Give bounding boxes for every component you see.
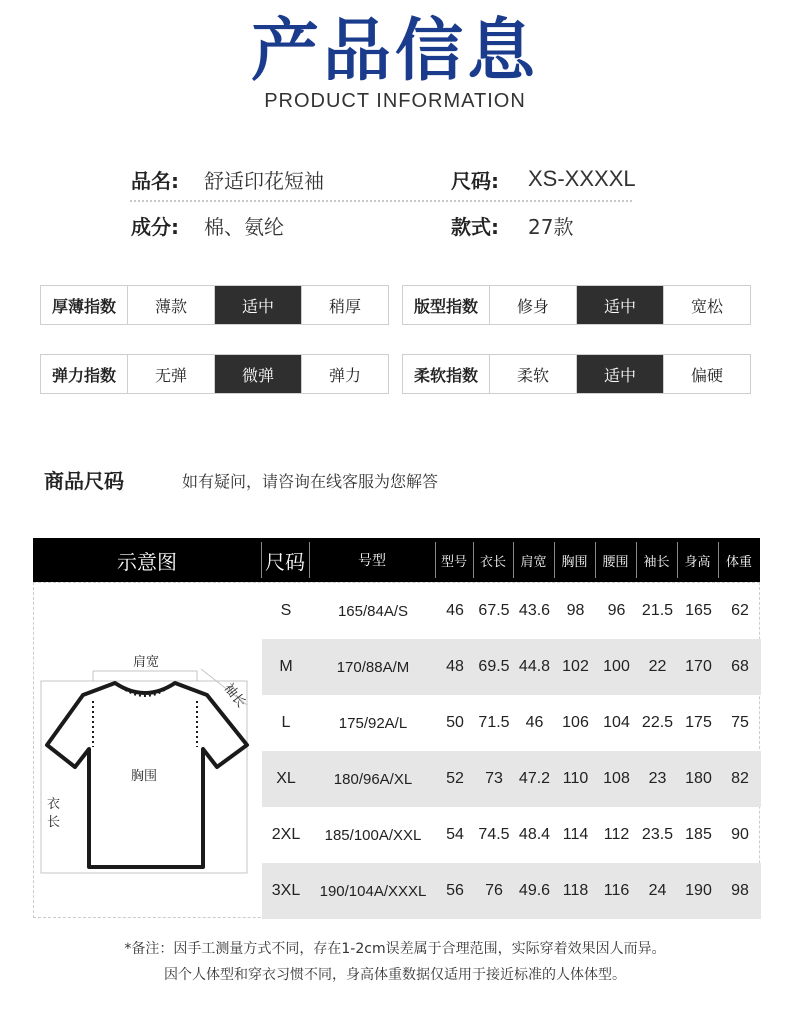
header-shoulder: 肩宽 — [520, 554, 547, 570]
header-height: 身高 — [684, 554, 711, 570]
size-section-heading: 商品尺码 — [44, 469, 124, 493]
size-table-header — [33, 538, 760, 582]
size-table-row — [262, 807, 761, 863]
index-option: 无弹 — [127, 355, 214, 393]
cell-spec: 175/92A/L — [338, 714, 408, 732]
diagram-label-shoulder: 肩宽 — [133, 655, 160, 670]
cell-length: 69.5 — [478, 658, 510, 675]
index-option-selected: 适中 — [576, 286, 663, 324]
index-option: 稍厚 — [301, 286, 388, 324]
cell-height: 180 — [685, 770, 712, 787]
size-table-row — [262, 751, 761, 807]
header-chest: 胸围 — [561, 554, 588, 570]
cell-sleeve: 22.5 — [641, 714, 674, 731]
cell-shoulder: 47.2 — [518, 770, 551, 787]
index-label: 柔软指数 — [413, 365, 478, 385]
index-group-softness — [402, 354, 751, 394]
cell-waist: 112 — [603, 826, 630, 843]
size-table-row — [262, 583, 761, 639]
cell-shoulder: 48.4 — [518, 826, 551, 843]
cell-sleeve: 23.5 — [641, 826, 674, 843]
cell-height: 190 — [685, 882, 712, 899]
cell-shoulder: 43.6 — [518, 602, 551, 619]
cell-model: 56 — [446, 882, 464, 899]
cell-weight: 68 — [731, 658, 749, 675]
cell-weight: 82 — [731, 770, 749, 787]
index-option: 偏硬 — [663, 355, 750, 393]
cell-shoulder: 49.6 — [518, 882, 551, 899]
info-divider — [130, 200, 632, 202]
cell-height: 175 — [685, 714, 712, 731]
index-group-elasticity — [40, 354, 389, 394]
cell-size: M — [279, 658, 293, 675]
material-value: 棉、氨纶 — [204, 215, 284, 239]
cell-weight: 62 — [731, 602, 749, 619]
cell-spec: 180/96A/XL — [333, 770, 413, 788]
index-option: 薄款 — [127, 286, 214, 324]
cell-sleeve: 22 — [648, 658, 667, 675]
cell-size: 2XL — [271, 826, 301, 843]
cell-waist: 96 — [607, 602, 626, 619]
cell-size: XL — [276, 770, 296, 787]
cell-shoulder: 46 — [525, 714, 544, 731]
index-option-selected: 适中 — [576, 355, 663, 393]
page-subtitle: PRODUCT INFORMATION — [264, 90, 526, 112]
header-spec: 号型 — [358, 553, 386, 569]
index-label: 版型指数 — [413, 296, 478, 316]
cell-size: S — [280, 602, 292, 619]
tshirt-diagram — [37, 641, 257, 881]
header-sleeve: 袖长 — [643, 554, 670, 570]
cell-chest: 110 — [562, 770, 589, 787]
cell-height: 165 — [685, 602, 712, 619]
index-option: 弹力 — [301, 355, 388, 393]
size-table-body — [33, 582, 760, 918]
diagram-label-chest: 胸围 — [131, 769, 158, 784]
product-name-value: 舒适印花短袖 — [204, 169, 324, 193]
cell-spec: 185/100A/XXL — [324, 826, 422, 844]
cell-model: 52 — [446, 770, 464, 787]
cell-model: 50 — [446, 714, 464, 731]
cell-sleeve: 23 — [648, 770, 667, 787]
diagram-label-length-1: 衣 — [47, 797, 61, 812]
size-table-row — [262, 639, 761, 695]
cell-model: 54 — [446, 826, 464, 843]
size-section-note: 如有疑问，请咨询在线客服为您解答 — [182, 472, 439, 491]
index-option: 宽松 — [663, 286, 750, 324]
cell-size: 3XL — [271, 882, 301, 899]
footnote-line-1: *备注：因手工测量方式不同，存在1-2cm误差属于合理范围，实际穿着效果因人而异。 — [124, 941, 666, 957]
index-label: 厚薄指数 — [51, 296, 116, 316]
cell-waist: 116 — [603, 882, 630, 899]
cell-waist: 100 — [603, 658, 630, 675]
cell-sleeve: 21.5 — [641, 602, 674, 619]
size-table-row — [262, 695, 761, 751]
diagram-label-sleeve: 袖长 — [220, 680, 249, 711]
style-value: 27款 — [528, 215, 574, 239]
cell-waist: 104 — [603, 714, 630, 731]
header-size: 尺码 — [265, 549, 305, 574]
cell-height: 170 — [685, 658, 712, 675]
header-weight: 体重 — [725, 554, 752, 570]
index-option-selected: 微弹 — [214, 355, 301, 393]
material-label: 成分: — [131, 215, 179, 239]
cell-chest: 98 — [566, 602, 585, 619]
index-group-fit — [402, 285, 751, 325]
cell-length: 74.5 — [478, 826, 510, 843]
cell-chest: 118 — [562, 882, 589, 899]
cell-waist: 108 — [603, 770, 630, 787]
product-name-label: 品名: — [131, 169, 179, 193]
cell-weight: 90 — [731, 826, 749, 843]
cell-chest: 106 — [562, 714, 589, 731]
index-option: 柔软 — [489, 355, 576, 393]
style-label: 款式: — [451, 215, 499, 239]
cell-size: L — [281, 714, 291, 731]
cell-shoulder: 44.8 — [518, 658, 551, 675]
cell-length: 71.5 — [478, 714, 510, 731]
cell-spec: 170/88A/M — [336, 658, 410, 676]
size-range-value: XS-XXXXL — [528, 166, 636, 191]
cell-height: 185 — [685, 826, 712, 843]
header-diagram: 示意图 — [117, 549, 177, 574]
cell-weight: 75 — [731, 714, 749, 731]
header-model: 型号 — [440, 554, 467, 570]
header-length: 衣长 — [479, 554, 506, 570]
header-waist: 腰围 — [602, 554, 629, 570]
cell-length: 67.5 — [478, 602, 510, 619]
diagram-label-length-2: 长 — [47, 815, 61, 830]
index-group-thickness — [40, 285, 389, 325]
size-table-row — [262, 863, 761, 919]
cell-spec: 165/84A/S — [337, 602, 409, 620]
index-option: 修身 — [489, 286, 576, 324]
size-range-label: 尺码: — [451, 169, 499, 193]
page-title: 产品信息 — [250, 12, 539, 91]
index-option-selected: 适中 — [214, 286, 301, 324]
cell-chest: 114 — [562, 826, 589, 843]
cell-sleeve: 24 — [648, 882, 667, 899]
cell-model: 48 — [446, 658, 464, 675]
footnote-line-2: 因个人体型和穿衣习惯不同，身高体重数据仅适用于接近标准的人体体型。 — [164, 967, 626, 983]
cell-length: 73 — [485, 770, 503, 787]
cell-spec: 190/104A/XXXL — [319, 882, 427, 900]
cell-chest: 102 — [562, 658, 589, 675]
cell-weight: 98 — [731, 882, 749, 899]
cell-length: 76 — [485, 882, 503, 899]
cell-model: 46 — [446, 602, 464, 619]
tshirt-outline-icon — [37, 641, 257, 881]
index-label: 弹力指数 — [51, 365, 116, 385]
